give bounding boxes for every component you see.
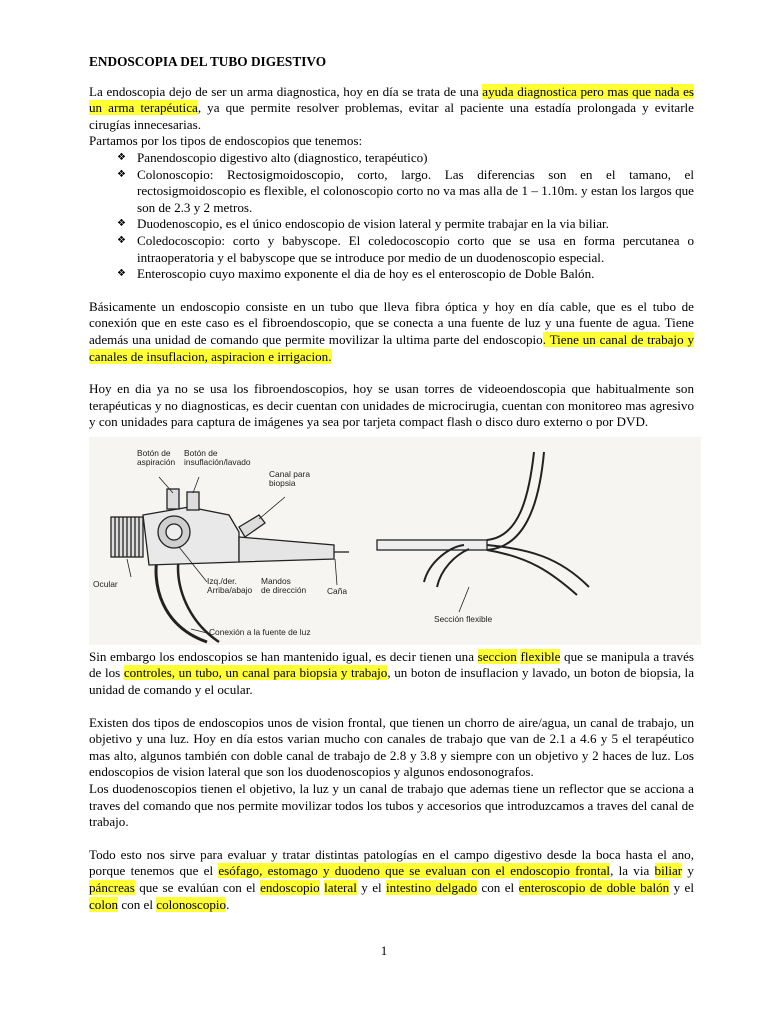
paragraph-endoscope-kinds: Existen dos tipos de endoscopios unos de vision frontal, que tienen un chorro de aire/agua, un canal de trabajo, un objetivo y una luz. Hoy en día estos varian mucho con canales de trabajo que van de 2.1 a 4.6 y 5 el terapéutico mas alto, algunos también con doble canal de trabajo de 2.8 y 3.8 y siempre con un objetivo y 2 haces de luz. Los endoscopios de vision lateral que son los duodenoscopios y algunos endosonografos. — [89, 714, 694, 780]
text-run: Sin embargo los endoscopios se han mantenido igual, es decir tienen una — [89, 648, 478, 664]
list-item — [117, 233, 694, 266]
text-run: La endoscopia dejo de ser un arma diagnostica, hoy en día se trata de una — [89, 83, 483, 99]
highlighted-text: endoscopio — [260, 880, 320, 895]
text-run: y — [682, 863, 694, 879]
paragraph-intro — [89, 84, 694, 134]
highlighted-text: . Tiene un canal de trabajo y canales de insuflacion, aspiracion e irrigacion. — [89, 331, 694, 364]
list-item-text: Duodenoscopio, es el único endoscopio de vision lateral y permite trabajar en la via biliar. — [137, 216, 609, 232]
text-run: , un boton de insuflacion y lavado, un boton de biopsia, la unidad de comando y el ocular. — [89, 665, 695, 698]
text-run: , ya que permite resolver problemas, evitar al paciente una estadía prolongada y evitarle cirugías innecesarias. — [89, 100, 694, 132]
highlighted-text: seccion — [477, 648, 517, 664]
highlighted-text: ayuda diagnostica pero mas que nada es un arma terapéutica — [89, 83, 694, 116]
label-seccion-flexible: Sección flexible — [434, 613, 493, 624]
endoscope-diagram — [89, 437, 701, 645]
text-run: que se manipula a través de los — [89, 648, 694, 681]
diamond-bullet-icon: ❖ — [117, 151, 126, 163]
label-boton-aspiracion: Botón de aspiración — [137, 447, 176, 468]
list-item-text: Panendoscopio digestivo alto (diagnostico, terapéutico) — [137, 149, 428, 165]
paragraph-types-intro: Partamos por los tipos de endoscopios que tenemos: — [89, 133, 363, 149]
list-item-text: Enteroscopio cuyo maximo exponente el dia de hoy es el enteroscopio de Doble Balón. — [137, 266, 595, 282]
list-item-text: Coledocoscopio: corto y babyscope. El coledocoscopio corto que se usa en forma percutanea o intraoperatoria y el babyscope que se introduce por medio de un duodenoscopio especial. — [137, 232, 694, 265]
label-mandos: Mandos de dirección — [261, 575, 307, 596]
text-run: Básicamente un endoscopio consiste en un tubo que lleva fibra óptica y hoy en día cable, que es el tubo de conexión que en este caso es el fibroendoscopio, que se conecta a una fuente de luz y una fuente de agua. Tiene además una unidad de comando que permite movilizar la ultima parte del endoscopio — [89, 298, 694, 347]
label-izq-der: Izq./der. Arriba/abajo — [207, 575, 253, 596]
highlighted-text: colonoscopio — [156, 896, 227, 912]
highlighted-text: colon — [89, 896, 119, 912]
text-run: . — [226, 896, 230, 912]
paragraph-evaluation — [89, 847, 694, 913]
text-run: con el — [477, 880, 519, 895]
document-title: ENDOSCOPIA DEL TUBO DIGESTIVO — [89, 54, 327, 69]
text-run: y el — [356, 880, 387, 895]
list-item — [117, 150, 694, 167]
diamond-bullet-icon: ❖ — [117, 218, 126, 230]
list-item — [117, 167, 694, 217]
highlighted-text: flexible — [520, 648, 561, 664]
document-page — [89, 54, 694, 913]
label-cana: Caña — [327, 585, 348, 596]
highlighted-text: biliar — [654, 863, 683, 879]
text-run: , la via — [610, 863, 655, 879]
highlighted-text: intestino delgado — [386, 880, 477, 895]
highlighted-text: controles, un tubo, un canal para biopsia y trabajo — [123, 665, 388, 681]
highlighted-text: esófago, estomago y duodeno que se evaluan con el endoscopio frontal — [218, 863, 611, 879]
text-run: y el — [669, 880, 694, 895]
endoscope-illustration — [89, 437, 701, 645]
list-item — [117, 266, 694, 283]
list-item-text: Colonoscopio: Rectosigmoidoscopio, corto, largo. Las diferencias son en el tamano, el rectosigmoidoscopio es flexible, el colonoscopio corto no va mas alla de 1 – 1.10m. y estan los largos que son de 2.3 y 2 metros. — [137, 166, 694, 215]
endoscope-types-list — [89, 150, 694, 283]
label-conexion: Conexión a la fuente de luz — [209, 626, 311, 637]
text-run: con el — [118, 896, 157, 912]
highlighted-text: lateral — [324, 880, 357, 895]
label-boton-insuflacion: Botón de insuflación/lavado — [184, 447, 251, 468]
highlighted-text: páncreas — [89, 880, 135, 895]
label-ocular: Ocular — [93, 578, 118, 589]
label-canal-biopsia: Canal para biopsia — [269, 468, 310, 489]
page-number: 1 — [380, 943, 388, 958]
text-run: Todo esto nos sirve para evaluar y tratar distintas patologías en el campo digestivo desde la boca hasta el ano, porque tenemos que el — [89, 846, 694, 879]
diamond-bullet-icon: ❖ — [117, 234, 126, 246]
list-item — [117, 216, 694, 233]
diamond-bullet-icon: ❖ — [117, 168, 126, 180]
paragraph-components — [89, 649, 694, 699]
text-run: que se evalúan con el — [134, 880, 261, 895]
paragraph-videoendoscopy: Hoy en dia ya no se usa los fibroendoscopios, hoy se usan torres de videoendoscopia que habitualmente son terapéuticas y no diagnosticas, es decir cuentan con unidades de microcirugia, cuentan con monitoreo mas agresivo y con unidades para captura de imágenes ya sea por tarjeta compact flash o disco duro externo o por DVD. — [89, 381, 694, 430]
highlighted-text: enteroscopio de doble balón — [518, 880, 670, 895]
paragraph-duodenoscopes: Los duodenoscopios tienen el objetivo, la luz y un canal de trabajo que ademas tiene un reflector que se acciona a traves del comando que nos permite movilizar todos los tubos y accesorios que introduzcamos a traves del canal de trabajo. — [89, 781, 694, 830]
diamond-bullet-icon: ❖ — [117, 268, 126, 280]
paragraph-endoscope-basics — [89, 299, 694, 365]
